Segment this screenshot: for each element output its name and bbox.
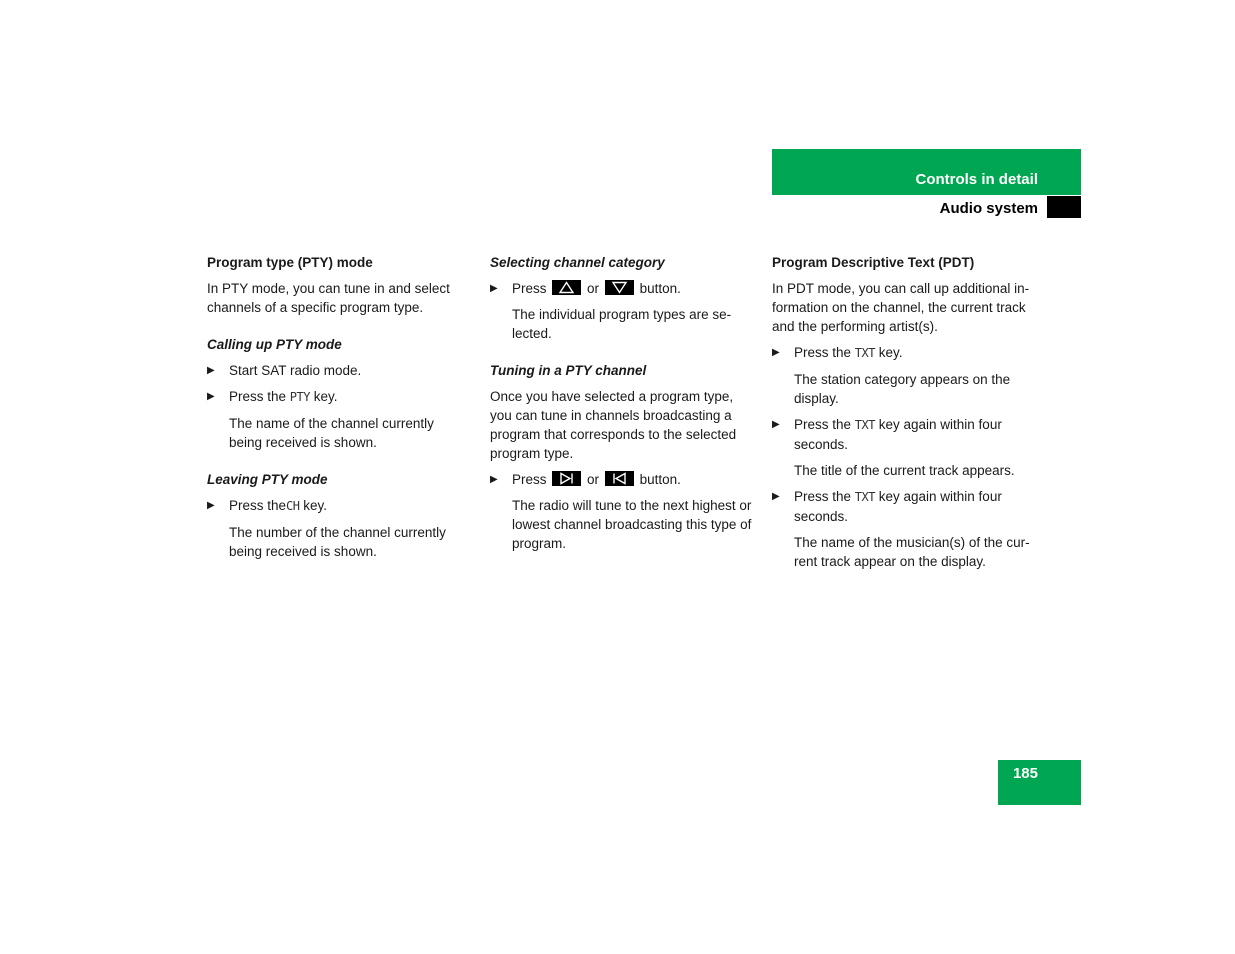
tuning-intro: Once you have selected a program type, you can tune in channels broadcasting a program that corresponds to the selected program type. xyxy=(490,389,737,461)
skip-next-icon xyxy=(552,471,581,486)
step-press-ch: ▶ Press theCH key. xyxy=(207,498,328,513)
bullet-arrow-icon: ▶ xyxy=(772,347,780,358)
step-start-sat: ▶ Start SAT radio mode. xyxy=(207,363,362,378)
triangle-down-icon xyxy=(605,280,634,295)
key-ch: CH xyxy=(286,499,300,513)
step-press-txt-3: ▶ Press the TXT key again within four seconds. xyxy=(772,489,1002,524)
key-txt: TXT xyxy=(854,346,875,360)
page-number: 185 xyxy=(1012,765,1038,782)
skip-previous-icon xyxy=(605,471,634,486)
heading-pty-mode: Program type (PTY) mode xyxy=(207,255,373,270)
key-txt: TXT xyxy=(854,490,875,504)
result-channel-number: The number of the channel currently being received is shown. xyxy=(229,525,446,559)
pty-intro: In PTY mode, you can tune in and select channels of a specific program type. xyxy=(207,281,450,315)
step-press-txt-1: ▶ Press the TXT key. xyxy=(772,345,903,360)
step-press-txt-2: ▶ Press the TXT key again within four seconds. xyxy=(772,417,1002,452)
heading-leaving-pty: Leaving PTY mode xyxy=(207,472,328,487)
bullet-arrow-icon: ▶ xyxy=(490,283,498,294)
heading-calling-pty: Calling up PTY mode xyxy=(207,337,342,352)
step-press-up-down: ▶ Press or button. xyxy=(490,281,681,296)
bullet-arrow-icon: ▶ xyxy=(490,474,498,485)
header-marker-block xyxy=(1047,196,1081,218)
subsection-title: Audio system xyxy=(939,200,1038,217)
bullet-arrow-icon: ▶ xyxy=(207,365,215,376)
bullet-arrow-icon: ▶ xyxy=(207,500,215,511)
result-channel-name: The name of the channel currently being received is shown. xyxy=(229,416,434,450)
pdt-intro: In PDT mode, you can call up additional in-formation on the channel, the current track and the performing artist(s). xyxy=(772,281,1030,334)
bullet-arrow-icon: ▶ xyxy=(772,419,780,430)
heading-tuning-pty: Tuning in a PTY channel xyxy=(490,363,647,378)
heading-pdt: Program Descriptive Text (PDT) xyxy=(772,255,975,270)
section-header-bar xyxy=(772,149,1081,195)
result-musician-name: The name of the musician(s) of the cur-rent track appear on the display. xyxy=(794,535,1030,569)
key-pty: PTY xyxy=(289,390,310,404)
column-pty-mode xyxy=(207,253,465,568)
step-press-next-prev: ▶ Press or button. xyxy=(490,472,681,487)
step-press-pty: ▶ Press the PTY key. xyxy=(207,389,338,404)
heading-selecting-category: Selecting channel category xyxy=(490,255,665,270)
key-txt: TXT xyxy=(854,418,875,432)
result-track-title: The title of the current track appears. xyxy=(794,463,1015,478)
triangle-up-icon xyxy=(552,280,581,295)
page-number-box xyxy=(998,760,1081,805)
bullet-arrow-icon: ▶ xyxy=(207,391,215,402)
result-radio-tunes: The radio will tune to the next highest or lowest channel broadcasting this type of program. xyxy=(512,498,752,551)
bullet-arrow-icon: ▶ xyxy=(772,491,780,502)
section-title: Controls in detail xyxy=(915,171,1038,188)
column-channel-category xyxy=(490,253,755,560)
result-station-category: The station category appears on the display. xyxy=(794,372,1011,406)
column-pdt xyxy=(772,253,1044,578)
result-program-types: The individual program types are se-lected. xyxy=(512,307,732,341)
